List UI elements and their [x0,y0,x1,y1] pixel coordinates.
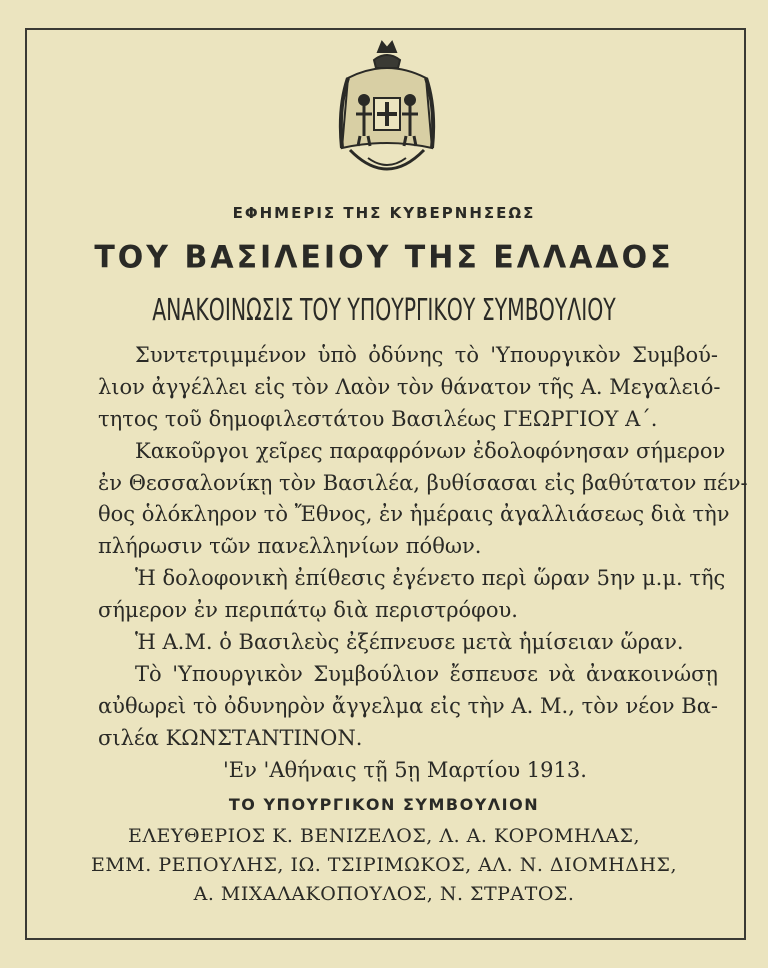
body-line: Τὸ 'Υπουργικὸν Συμβούλιον ἔσπευσε νὰ ἀνακοινώσῃ [135,661,718,686]
signatory-line: ΕΛΕΥΘΕΡΙΟΣ Κ. ΒΕΝΙΖΕΛΟΣ, Λ. Α. ΚΟΡΟΜΗΛΑΣ, [127,825,641,847]
body-line: σιλέα ΚΩΝΣΤΑΝΤΙΝΟΝ. [98,725,363,750]
date-line: 'Εν 'Αθήναις τῇ 5ῃ Μαρτίου 1913. [223,757,587,782]
body-line: θος ὁλόκληρον τὸ Ἔθνος, ἐν ἡμέραις ἀγαλλιάσεως διὰ τὴν [98,502,730,527]
signatory-line: ΕΜΜ. ΡΕΠΟΥΛΗΣ, ΙΩ. ΤΣΙΡΙΜΩΚΟΣ, ΑΛ. Ν. ΔΙΟΜΗΔΗΣ, [90,854,678,876]
body-line: αὐθωρεὶ τὸ ὀδυνηρὸν ἄγγελμα εἰς τὴν Α. Μ., τὸν νέον Βα- [98,693,718,718]
body-line: πλήρωσιν τῶν πανελληνίων πόθων. [98,534,482,559]
body-line: ἐν Θεσσαλονίκῃ τὸν Βασιλέα, βυθίσασαι εἰς βαθύτατον πέν- [98,470,748,495]
body-line: Συντετριμμένον ὑπὸ ὀδύνης τὸ 'Υπουργικὸν Συμβού- [135,343,718,367]
signature-heading: ΤΟ ΥΠΟΥΡΓΙΚΟΝ ΣΥΜΒΟΥΛΙΟΝ [228,795,540,814]
coat-of-arms-icon [328,38,446,190]
signatory-line: Α. ΜΙΧΑΛΑΚΟΠΟΥΛΟΣ, Ν. ΣΤΡΑΤΟΣ. [193,883,575,905]
body-line: Ἡ Α.Μ. ὁ Βασιλεὺς ἐξέπνευσε μετὰ ἡμίσειαν ὥραν. [135,630,684,655]
signatories [60,822,708,909]
body-line: τητος τοῦ δημοφιλεστάτου Βασιλέως ΓΕΩΡΓΙΟΥ Α΄. [98,406,658,431]
body-line: σήμερον ἐν περιπάτῳ διὰ περιστρόφου. [98,598,518,623]
body-line: λιον ἀγγέλλει εἰς τὸν Λαὸν τὸν θάνατον τῆς Α. Μεγαλειό- [98,374,721,399]
body-line: Κακοῦργοι χεῖρες παραφρόνων ἐδολοφόνησαν σήμερον [135,438,726,463]
kingdom-title: ΤΟΥ ΒΑΣΙΛΕΙΟΥ ΤΗΣ ΕΛΛΑΔΟΣ [94,239,674,276]
announcement-subtitle: ΑΝΑΚΟΙΝΩΣΙΣ ΤΟΥ ΥΠΟΥΡΓΙΚΟΥ ΣΥΜΒΟΥΛΙΟΥ [152,293,616,328]
announcement-body [98,340,748,786]
body-line: Ἡ δολοφονικὴ ἐπίθεσις ἐγένετο περὶ ὥραν 5ην μ.μ. τῆς [135,566,726,591]
gazette-title: ΕΦΗΜΕΡΙΣ ΤΗΣ ΚΥΒΕΡΝΗΣΕΩΣ [232,204,536,222]
